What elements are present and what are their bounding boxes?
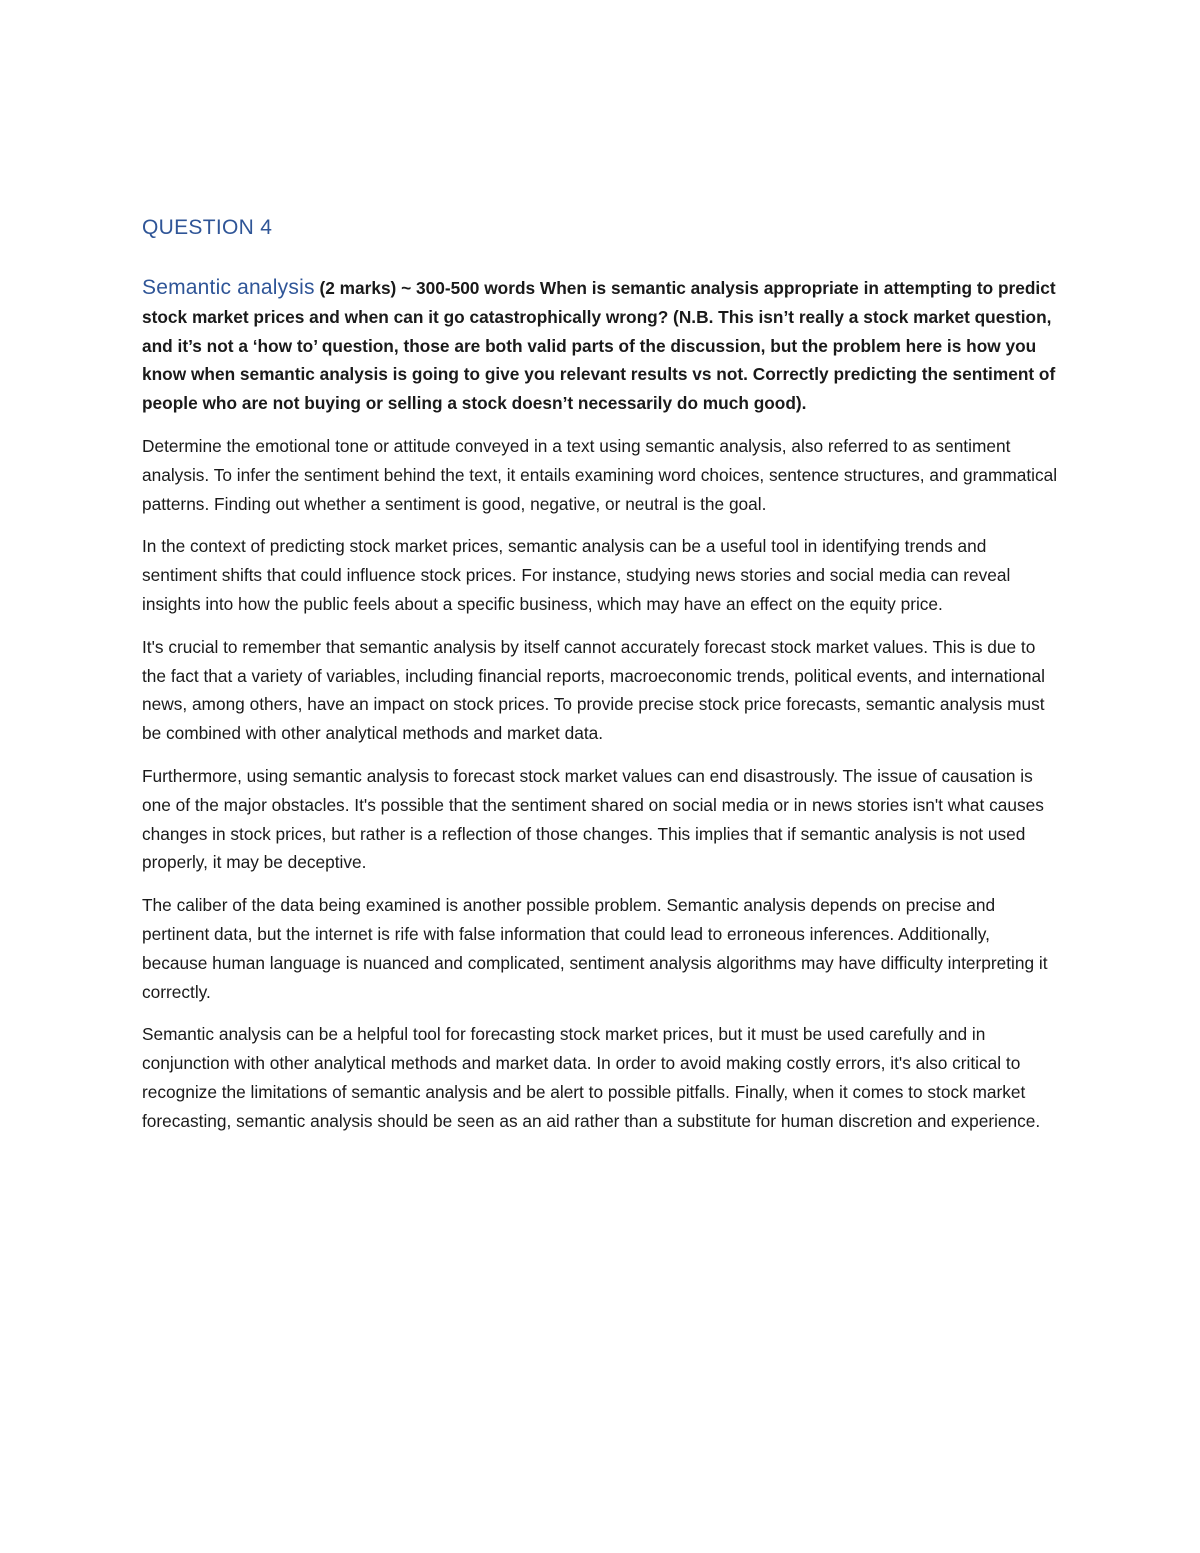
question-text: (2 marks) ~ 300-500 words When is semantic analysis appropriate in attempting to predict stock market prices and when can it go catastrophically wrong? (N.B. This isn’t really a stock market question, and it’s not a ‘how to’ question, those are both valid parts of the discussion, but the problem here is how you know when semantic analysis is going to give you relevant results vs not. Correctly predicting the sentiment of people who are not buying or selling a stock doesn’t necessarily do much good). xyxy=(142,278,1056,414)
question-heading: QUESTION 4 xyxy=(142,216,273,239)
question-paragraph xyxy=(142,274,1060,418)
body-paragraph-6: Semantic analysis can be a helpful tool for forecasting stock market prices, but it must be used carefully and in conjunction with other analytical methods and market data. In order to avoid making costly errors, it's also critical to recognize the limitations of semantic analysis and be alert to possible pitfalls. Finally, when it comes to stock market forecasting, semantic analysis should be seen as an aid rather than a substitute for human discretion and experience. xyxy=(142,1024,1041,1131)
body-paragraph-5: The caliber of the data being examined is another possible problem. Semantic analysis depends on precise and pertinent data, but the internet is rife with false information that could lead to erroneous inferences. Additionally, because human language is nuanced and complicated, sentiment analysis algorithms may have difficulty interpreting it correctly. xyxy=(142,895,1048,1002)
body-paragraph-2: In the context of predicting stock market prices, semantic analysis can be a useful tool in identifying trends and sentiment shifts that could influence stock prices. For instance, studying news stories and social media can reveal insights into how the public feels about a specific business, which may have an effect on the equity price. xyxy=(142,536,1011,614)
body-paragraph-1: Determine the emotional tone or attitude conveyed in a text using semantic analysis, also referred to as sentiment analysis. To infer the sentiment behind the text, it entails examining word choices, sentence structures, and grammatical patterns. Finding out whether a sentiment is good, negative, or neutral is the goal. xyxy=(142,435,1058,514)
body-paragraph-4: Furthermore, using semantic analysis to forecast stock market values can end disastrously. The issue of causation is one of the major obstacles. It's possible that the sentiment shared on social media or in news stories isn't what causes changes in stock prices, but rather is a reflection of those changes. This implies that if semantic analysis is not used properly, it may be deceptive. xyxy=(142,765,1044,873)
question-subheading: Semantic analysis xyxy=(142,276,315,299)
body-paragraph-3: It's crucial to remember that semantic analysis by itself cannot accurately forecast stock market values. This is due to the fact that a variety of variables, including financial reports, macroeconomic trends, political events, and international news, among others, have an impact on stock prices. To provide precise stock price forecasts, semantic analysis must be combined with other analytical methods and market data. xyxy=(142,636,1045,744)
document-page xyxy=(142,212,1060,1150)
